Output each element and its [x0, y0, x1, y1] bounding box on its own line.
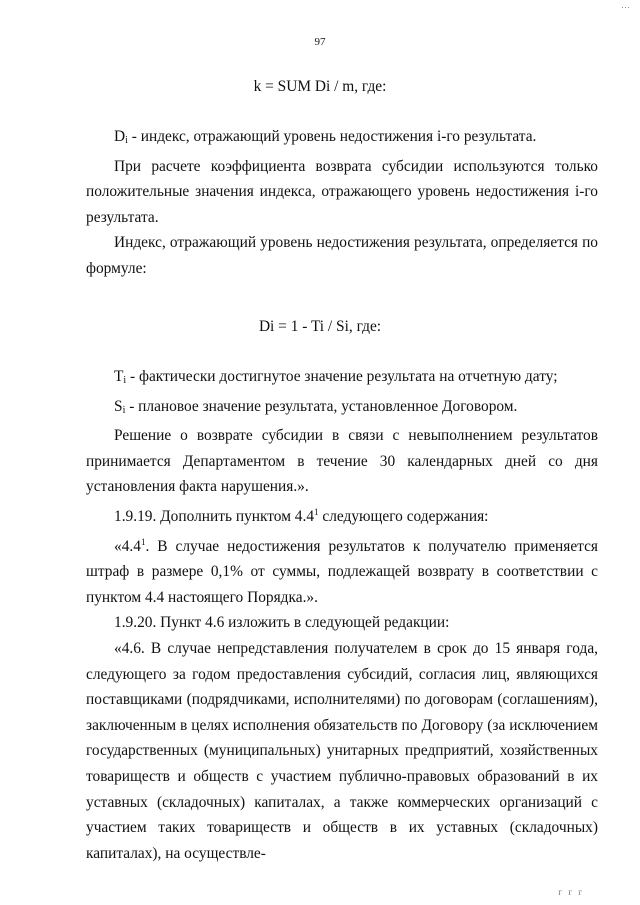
definition-s-text: - плановое значение результата, установленное Договором. [125, 397, 518, 415]
quote-4-4-1-start: «4.4 [114, 537, 141, 555]
text-block-main [86, 364, 598, 866]
definition-d [86, 124, 598, 154]
item-1-9-19-text: 1.9.19. Дополнить пунктом 4.4 [114, 507, 315, 525]
formula-k: k = SUM Di / m, где: [253, 78, 387, 95]
symbol-t: T [114, 368, 124, 385]
page-number: 97 [314, 36, 326, 48]
symbol-s: S [114, 397, 123, 415]
item-1-9-19-tail: следующего содержания: [318, 507, 489, 525]
scan-artifact: … [621, 0, 630, 10]
item-1-9-20: 1.9.20. Пункт 4.6 изложить в следующей редакции: [114, 614, 450, 632]
item-1-9-19 [86, 500, 598, 530]
definition-d-text: - индекс, отражающий уровень недостижения i-го результата. [127, 128, 537, 145]
quote-4-6: «4.6. В случае непредставления получателем в срок до 15 января года, следующего за годом предоставления субсидий, согласия лиц, являющихся поставщиками (подрядчиками, исполнителями) по договорам (соглашениям), заключенным в целях исполнения обязательств по Договору (за исключением государственных (муниципальных) унитарных предприятий, хозяйственных товариществ и обществ с участием публично-правовых образований в их уставных (складочных) капиталах, а также коммерческих организаций с участием таких товариществ и обществ в их уставных (складочных) капиталах), на осуществле- [86, 639, 598, 862]
definition-t [86, 364, 598, 394]
paragraph-index-formula-intro: Индекс, отражающий уровень недостижения результата, определяется по формуле: [86, 234, 598, 277]
paragraph-refund-decision: Решение о возврате субсидии в связи с невыполнением результатов принимается Департаментом в течение 30 календарных дней со дня установления факта нарушения.». [86, 427, 598, 496]
definition-s [86, 394, 598, 424]
scan-artifact-corner: г г г [558, 887, 584, 897]
subscript-i: i [122, 404, 126, 416]
quote-4-4-1 [86, 530, 598, 611]
formula-di: Di = 1 - Ti / Si, где: [258, 318, 382, 335]
subscript-i: i [123, 375, 127, 386]
symbol-d: D [114, 128, 126, 145]
superscript: 1 [140, 536, 146, 547]
superscript: 1 [314, 506, 319, 517]
text-block-top [86, 124, 598, 282]
subscript-i: i [125, 135, 128, 146]
paragraph-positive-values: При расчете коэффициента возврата субсидии используются только положительные значения индекса, отражающего уровень недостижения i-го результата. [86, 157, 598, 226]
quote-4-4-1-text: . В случае недостижения результатов к получателю применяется штраф в размере 0,1% от суммы, подлежащей возврату в соответствии с пунктом 4.4 настоящего Порядка.». [86, 537, 598, 606]
definition-t-text: - фактически достигнутое значение результата на отчетную дату; [126, 368, 558, 385]
